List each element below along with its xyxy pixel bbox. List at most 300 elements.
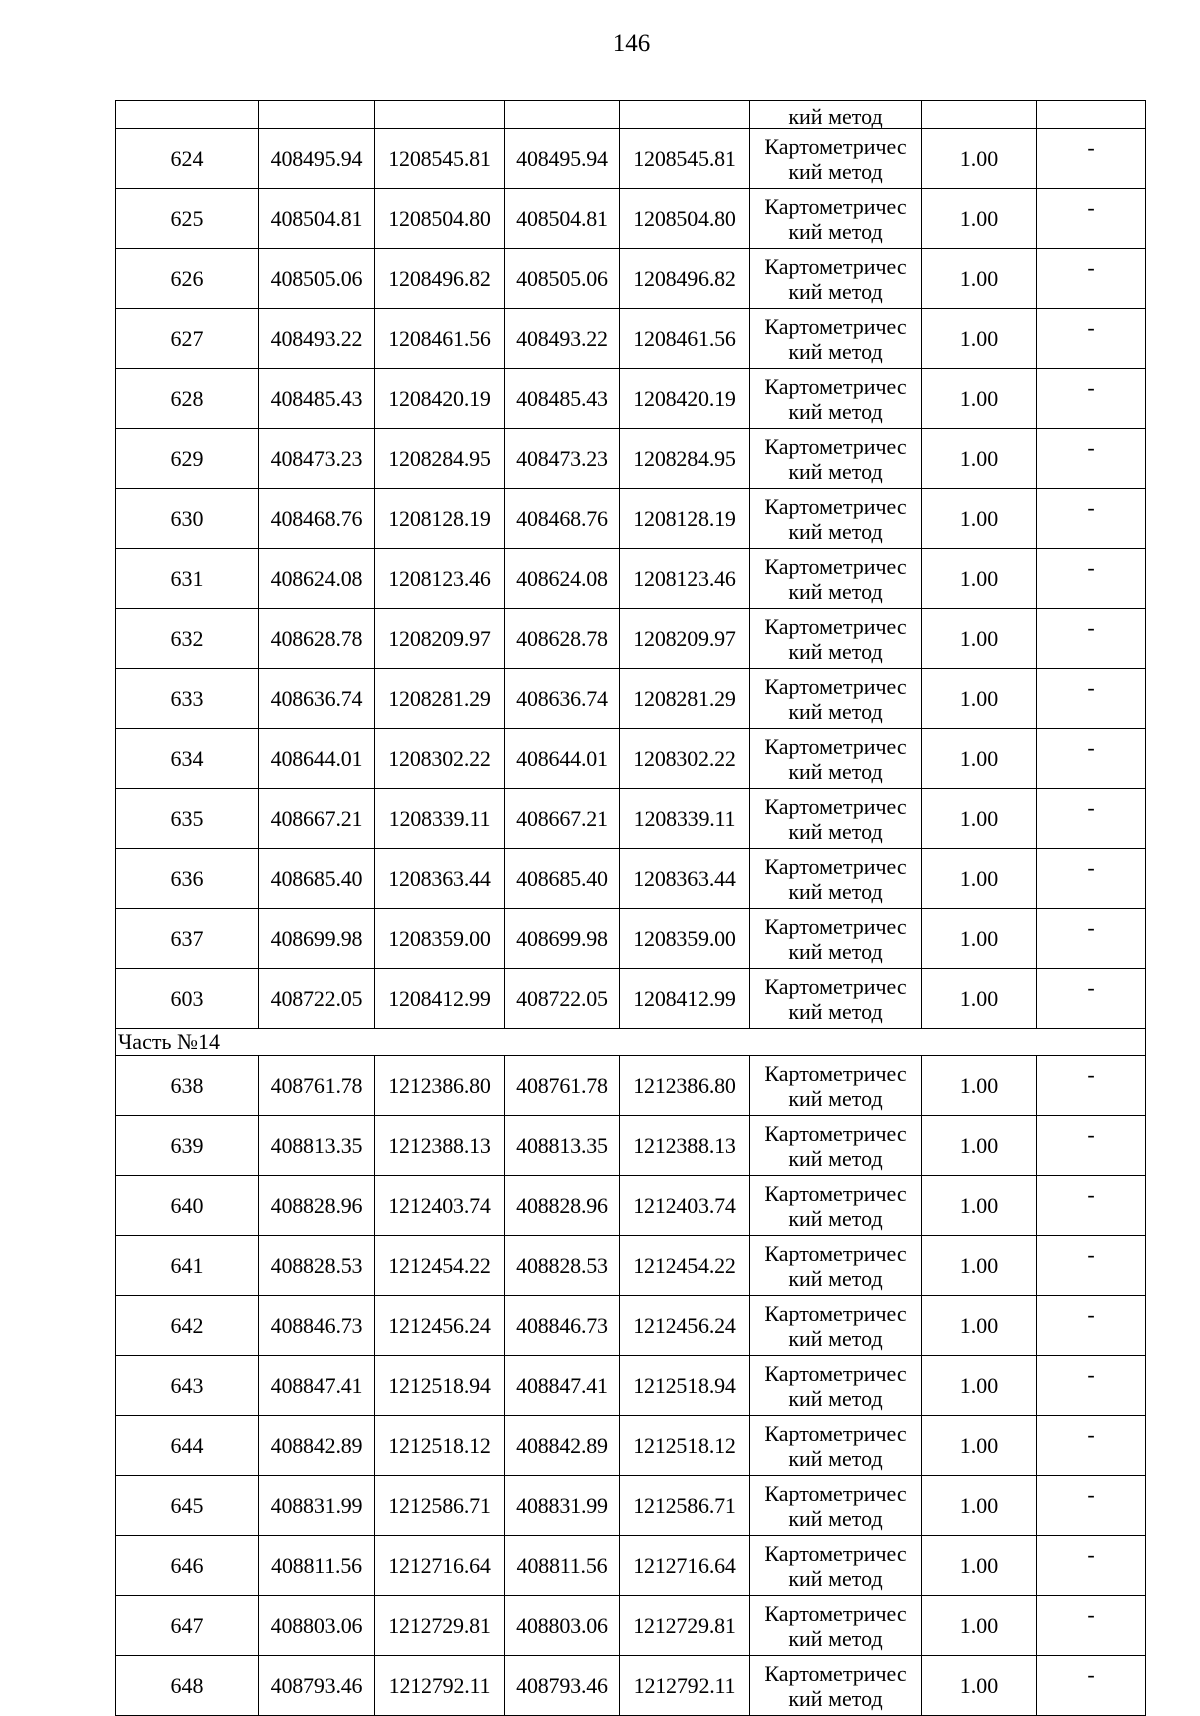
section-label: Часть №14 [116,1029,1146,1056]
x-new-cell: 408628.78 [505,609,620,669]
x-existing-cell: 408505.06 [259,249,375,309]
table-row [116,849,1146,909]
table-row [116,429,1146,489]
y-existing-cell: 1208209.97 [375,609,505,669]
method-line-2: кий метод [788,998,883,1024]
table-row [116,969,1146,1029]
description-cell: - [1037,1356,1146,1416]
method-cell [750,309,922,369]
method-line-2: кий метод [788,458,883,484]
point-number-cell: 645 [116,1476,259,1536]
method-line-2: кий метод [788,938,883,964]
x-new-cell: 408761.78 [505,1056,620,1116]
x-existing-cell: 408842.89 [259,1416,375,1476]
method-line-2: кий метод [788,1565,883,1591]
method-line-2: кий метод [788,1625,883,1651]
method-cell [750,489,922,549]
description-cell: - [1037,969,1146,1029]
description-cell: - [1037,1596,1146,1656]
point-number-cell: 628 [116,369,259,429]
method-cell [750,1176,922,1236]
x-existing-cell: 408828.53 [259,1236,375,1296]
y-new-cell: 1212386.80 [620,1056,750,1116]
x-new-cell: 408485.43 [505,369,620,429]
coordinates-table-body [116,101,1146,1716]
point-number-cell: 637 [116,909,259,969]
y-new-cell: 1212454.22 [620,1236,750,1296]
method-cell [750,1536,922,1596]
y-new-cell: 1208302.22 [620,729,750,789]
precision-cell: 1.00 [922,669,1037,729]
precision-cell: 1.00 [922,1656,1037,1716]
y-existing-cell: 1212518.12 [375,1416,505,1476]
y-existing-cell: 1212586.71 [375,1476,505,1536]
precision-cell: 1.00 [922,369,1037,429]
y-existing-cell: 1208504.80 [375,189,505,249]
method-line-2: кий метод [788,278,883,304]
method-line-2: кий метод [788,818,883,844]
table-row [116,129,1146,189]
method-cell [750,1356,922,1416]
x-new-cell: 408842.89 [505,1416,620,1476]
method-line-1: Картометричес [764,1540,907,1566]
method-line-1: Картометричес [764,673,907,699]
method-line-2: кий метод [788,1085,883,1111]
description-cell: - [1037,849,1146,909]
point-number-cell: 641 [116,1236,259,1296]
y-existing-cell: 1212386.80 [375,1056,505,1116]
description-cell: - [1037,789,1146,849]
table-row [116,1476,1146,1536]
table-row [116,249,1146,309]
y-new-cell: 1212792.11 [620,1656,750,1716]
y-existing-cell: 1208420.19 [375,369,505,429]
description-cell: - [1037,1416,1146,1476]
y-new-cell: 1212729.81 [620,1596,750,1656]
description-cell: - [1037,1176,1146,1236]
y-existing-cell: 1208461.56 [375,309,505,369]
point-number-cell: 635 [116,789,259,849]
method-cell [750,129,922,189]
y-existing-cell: 1208496.82 [375,249,505,309]
method-cell [750,729,922,789]
y-existing-cell: 1208281.29 [375,669,505,729]
precision-cell: 1.00 [922,1596,1037,1656]
method-cell [750,789,922,849]
method-cell [750,1596,922,1656]
precision-cell: 1.00 [922,1116,1037,1176]
point-number-cell: 638 [116,1056,259,1116]
precision-cell: 1.00 [922,129,1037,189]
description-cell: - [1037,1296,1146,1356]
method-line-2: кий метод [788,1505,883,1531]
precision-cell: 1.00 [922,789,1037,849]
x-new-cell: 408847.41 [505,1356,620,1416]
table-row [116,669,1146,729]
y-new-cell: 1208363.44 [620,849,750,909]
table-row [116,489,1146,549]
table-row [116,1356,1146,1416]
x-existing-cell: 408685.40 [259,849,375,909]
method-line-2: кий метод [788,1385,883,1411]
method-line-1: Картометричес [764,853,907,879]
method-line-1: Картометричес [764,193,907,219]
method-line-1: Картометричес [764,973,907,999]
method-cell [750,1236,922,1296]
precision-cell: 1.00 [922,1056,1037,1116]
x-existing-cell: 408699.98 [259,909,375,969]
y-existing-cell: 1208302.22 [375,729,505,789]
method-cell [750,1656,922,1716]
method-line-2: кий метод [788,398,883,424]
table-row [116,1416,1146,1476]
point-number-cell: 647 [116,1596,259,1656]
y-new-cell: 1212388.13 [620,1116,750,1176]
method-line-2: кий метод [788,1685,883,1711]
x-existing-cell: 408495.94 [259,129,375,189]
y-new-cell: 1208128.19 [620,489,750,549]
x-existing-cell: 408793.46 [259,1656,375,1716]
precision-cell: 1.00 [922,969,1037,1029]
description-cell: - [1037,1116,1146,1176]
table-row [116,549,1146,609]
y-new-cell: 1208420.19 [620,369,750,429]
description-cell: - [1037,489,1146,549]
x-new-cell: 408504.81 [505,189,620,249]
point-number-cell: 636 [116,849,259,909]
method-line-1: Картометричес [764,1420,907,1446]
x-existing-cell: 408624.08 [259,549,375,609]
point-number-cell: 626 [116,249,259,309]
y-existing-cell: 1208284.95 [375,429,505,489]
method-cell [750,849,922,909]
y-existing-cell: 1208363.44 [375,849,505,909]
x-existing-cell: 408811.56 [259,1536,375,1596]
x-new-cell: 408828.53 [505,1236,620,1296]
point-number-cell: 640 [116,1176,259,1236]
precision-cell: 1.00 [922,489,1037,549]
table-row [116,309,1146,369]
x-existing-cell: 408828.96 [259,1176,375,1236]
x-new-cell: 408624.08 [505,549,620,609]
method-line-1: Картометричес [764,1660,907,1686]
description-cell: - [1037,909,1146,969]
precision-cell: 1.00 [922,1536,1037,1596]
table-row [116,1236,1146,1296]
page-number: 146 [612,30,651,57]
x-existing-cell: 408761.78 [259,1056,375,1116]
method-line-1: Картометричес [764,1360,907,1386]
y-new-cell: 1208496.82 [620,249,750,309]
table-row [116,609,1146,669]
precision-cell: 1.00 [922,1416,1037,1476]
y-new-cell: 1212518.94 [620,1356,750,1416]
x-existing-cell: 408644.01 [259,729,375,789]
y-existing-cell: 1208339.11 [375,789,505,849]
method-cell [750,189,922,249]
y-new-cell: 1208339.11 [620,789,750,849]
point-number-cell: 627 [116,309,259,369]
y-new-cell: 1208412.99 [620,969,750,1029]
y-new-cell: 1212403.74 [620,1176,750,1236]
x-existing-cell: 408831.99 [259,1476,375,1536]
x-new-cell: 408636.74 [505,669,620,729]
method-line-2: кий метод [788,1445,883,1471]
point-number-cell: 639 [116,1116,259,1176]
x-existing-cell: 408504.81 [259,189,375,249]
method-cell [750,669,922,729]
method-line-2: кий метод [788,158,883,184]
x-existing-cell: 408636.74 [259,669,375,729]
x-new-cell: 408685.40 [505,849,620,909]
point-number-cell: 632 [116,609,259,669]
method-line-2: кий метод [788,1145,883,1171]
method-line-2: кий метод [788,878,883,904]
precision-cell: 1.00 [922,1356,1037,1416]
method-cell [750,429,922,489]
x-existing-cell: 408468.76 [259,489,375,549]
precision-cell: 1.00 [922,729,1037,789]
description-cell: - [1037,1656,1146,1716]
description-cell: - [1037,1056,1146,1116]
x-new-cell: 408644.01 [505,729,620,789]
method-line-1: Картометричес [764,1060,907,1086]
y-existing-cell: 1212388.13 [375,1116,505,1176]
y-new-cell: 1212456.24 [620,1296,750,1356]
x-new-cell: 408699.98 [505,909,620,969]
table-row [116,1536,1146,1596]
carry-over-cell [620,101,750,129]
description-cell: - [1037,729,1146,789]
method-line-1: Картометричес [764,793,907,819]
carry-over-cell [116,101,259,129]
method-cell [750,1056,922,1116]
x-new-cell: 408811.56 [505,1536,620,1596]
description-cell: - [1037,429,1146,489]
point-number-cell: 629 [116,429,259,489]
y-existing-cell: 1212716.64 [375,1536,505,1596]
precision-cell: 1.00 [922,189,1037,249]
method-line-1: Картометричес [764,1600,907,1626]
y-new-cell: 1208123.46 [620,549,750,609]
point-number-cell: 603 [116,969,259,1029]
y-existing-cell: 1208128.19 [375,489,505,549]
method-cell [750,969,922,1029]
table-row [116,1296,1146,1356]
description-cell: - [1037,249,1146,309]
table-row [116,729,1146,789]
method-line-1: Картометричес [764,373,907,399]
description-cell: - [1037,309,1146,369]
table-row [116,909,1146,969]
y-existing-cell: 1212456.24 [375,1296,505,1356]
y-existing-cell: 1208545.81 [375,129,505,189]
carry-over-method-cell: кий метод [750,101,922,129]
method-line-2: кий метод [788,698,883,724]
method-cell [750,249,922,309]
method-line-1: Картометричес [764,913,907,939]
method-line-1: Картометричес [764,553,907,579]
method-line-1: Картометричес [764,1120,907,1146]
precision-cell: 1.00 [922,1176,1037,1236]
table-row [116,789,1146,849]
precision-cell: 1.00 [922,309,1037,369]
x-new-cell: 408495.94 [505,129,620,189]
x-existing-cell: 408846.73 [259,1296,375,1356]
x-existing-cell: 408847.41 [259,1356,375,1416]
method-line-1: Картометричес [764,1240,907,1266]
method-line-1: Картометричес [764,433,907,459]
y-new-cell: 1208461.56 [620,309,750,369]
y-existing-cell: 1212518.94 [375,1356,505,1416]
point-number-cell: 643 [116,1356,259,1416]
x-existing-cell: 408667.21 [259,789,375,849]
point-number-cell: 633 [116,669,259,729]
table-row [116,189,1146,249]
table-row [116,1056,1146,1116]
method-line-2: кий метод [788,1325,883,1351]
x-new-cell: 408505.06 [505,249,620,309]
method-cell [750,609,922,669]
y-existing-cell: 1208359.00 [375,909,505,969]
method-cell [750,369,922,429]
x-new-cell: 408667.21 [505,789,620,849]
method-line-2: кий метод [788,218,883,244]
point-number-cell: 648 [116,1656,259,1716]
method-line-1: Картометричес [764,1180,907,1206]
x-new-cell: 408468.76 [505,489,620,549]
x-new-cell: 408793.46 [505,1656,620,1716]
description-cell: - [1037,369,1146,429]
carry-over-row [116,101,1146,129]
point-number-cell: 631 [116,549,259,609]
carry-over-cell [1037,101,1146,129]
y-existing-cell: 1212729.81 [375,1596,505,1656]
x-new-cell: 408722.05 [505,969,620,1029]
method-cell [750,1416,922,1476]
x-new-cell: 408473.23 [505,429,620,489]
x-new-cell: 408828.96 [505,1176,620,1236]
table-row [116,1176,1146,1236]
table-row [116,1116,1146,1176]
x-existing-cell: 408813.35 [259,1116,375,1176]
x-new-cell: 408813.35 [505,1116,620,1176]
y-existing-cell: 1212792.11 [375,1656,505,1716]
method-cell [750,1116,922,1176]
x-new-cell: 408831.99 [505,1476,620,1536]
y-new-cell: 1212586.71 [620,1476,750,1536]
y-new-cell: 1208545.81 [620,129,750,189]
precision-cell: 1.00 [922,909,1037,969]
x-existing-cell: 408485.43 [259,369,375,429]
table-row [116,369,1146,429]
y-existing-cell: 1212403.74 [375,1176,505,1236]
description-cell: - [1037,1476,1146,1536]
method-line-2: кий метод [788,758,883,784]
y-new-cell: 1208284.95 [620,429,750,489]
description-cell: - [1037,1236,1146,1296]
description-cell: - [1037,189,1146,249]
carry-over-cell [259,101,375,129]
x-existing-cell: 408493.22 [259,309,375,369]
x-existing-cell: 408473.23 [259,429,375,489]
y-new-cell: 1208504.80 [620,189,750,249]
method-line-2: кий метод [788,578,883,604]
precision-cell: 1.00 [922,849,1037,909]
method-cell [750,909,922,969]
description-cell: - [1037,609,1146,669]
x-new-cell: 408493.22 [505,309,620,369]
method-line-2: кий метод [788,1205,883,1231]
method-line-1: Картометричес [764,493,907,519]
precision-cell: 1.00 [922,249,1037,309]
precision-cell: 1.00 [922,549,1037,609]
method-line-1: Картометричес [764,313,907,339]
table-row [116,1656,1146,1716]
carry-over-cell [375,101,505,129]
section-row [116,1029,1146,1056]
method-cell [750,549,922,609]
coordinates-table [115,100,1146,1716]
y-new-cell: 1212716.64 [620,1536,750,1596]
method-line-2: кий метод [788,638,883,664]
precision-cell: 1.00 [922,1296,1037,1356]
y-new-cell: 1208359.00 [620,909,750,969]
method-line-1: Картометричес [764,133,907,159]
y-existing-cell: 1212454.22 [375,1236,505,1296]
y-new-cell: 1212518.12 [620,1416,750,1476]
point-number-cell: 646 [116,1536,259,1596]
x-existing-cell: 408803.06 [259,1596,375,1656]
precision-cell: 1.00 [922,609,1037,669]
y-new-cell: 1208281.29 [620,669,750,729]
point-number-cell: 634 [116,729,259,789]
point-number-cell: 630 [116,489,259,549]
precision-cell: 1.00 [922,429,1037,489]
y-existing-cell: 1208123.46 [375,549,505,609]
description-cell: - [1037,129,1146,189]
method-line-1: Картометричес [764,613,907,639]
carry-over-cell [505,101,620,129]
method-line-2: кий метод [788,338,883,364]
point-number-cell: 642 [116,1296,259,1356]
method-line-2: кий метод [788,518,883,544]
description-cell: - [1037,549,1146,609]
method-line-1: Картометричес [764,253,907,279]
point-number-cell: 625 [116,189,259,249]
x-existing-cell: 408628.78 [259,609,375,669]
y-existing-cell: 1208412.99 [375,969,505,1029]
y-new-cell: 1208209.97 [620,609,750,669]
carry-over-cell [922,101,1037,129]
x-existing-cell: 408722.05 [259,969,375,1029]
point-number-cell: 644 [116,1416,259,1476]
method-line-1: Картометричес [764,1300,907,1326]
table-row [116,1596,1146,1656]
method-line-1: Картометричес [764,1480,907,1506]
method-cell [750,1296,922,1356]
description-cell: - [1037,1536,1146,1596]
x-new-cell: 408846.73 [505,1296,620,1356]
method-line-2: кий метод [788,1265,883,1291]
point-number-cell: 624 [116,129,259,189]
x-new-cell: 408803.06 [505,1596,620,1656]
method-line-1: Картометричес [764,733,907,759]
description-cell: - [1037,669,1146,729]
precision-cell: 1.00 [922,1476,1037,1536]
method-cell [750,1476,922,1536]
precision-cell: 1.00 [922,1236,1037,1296]
